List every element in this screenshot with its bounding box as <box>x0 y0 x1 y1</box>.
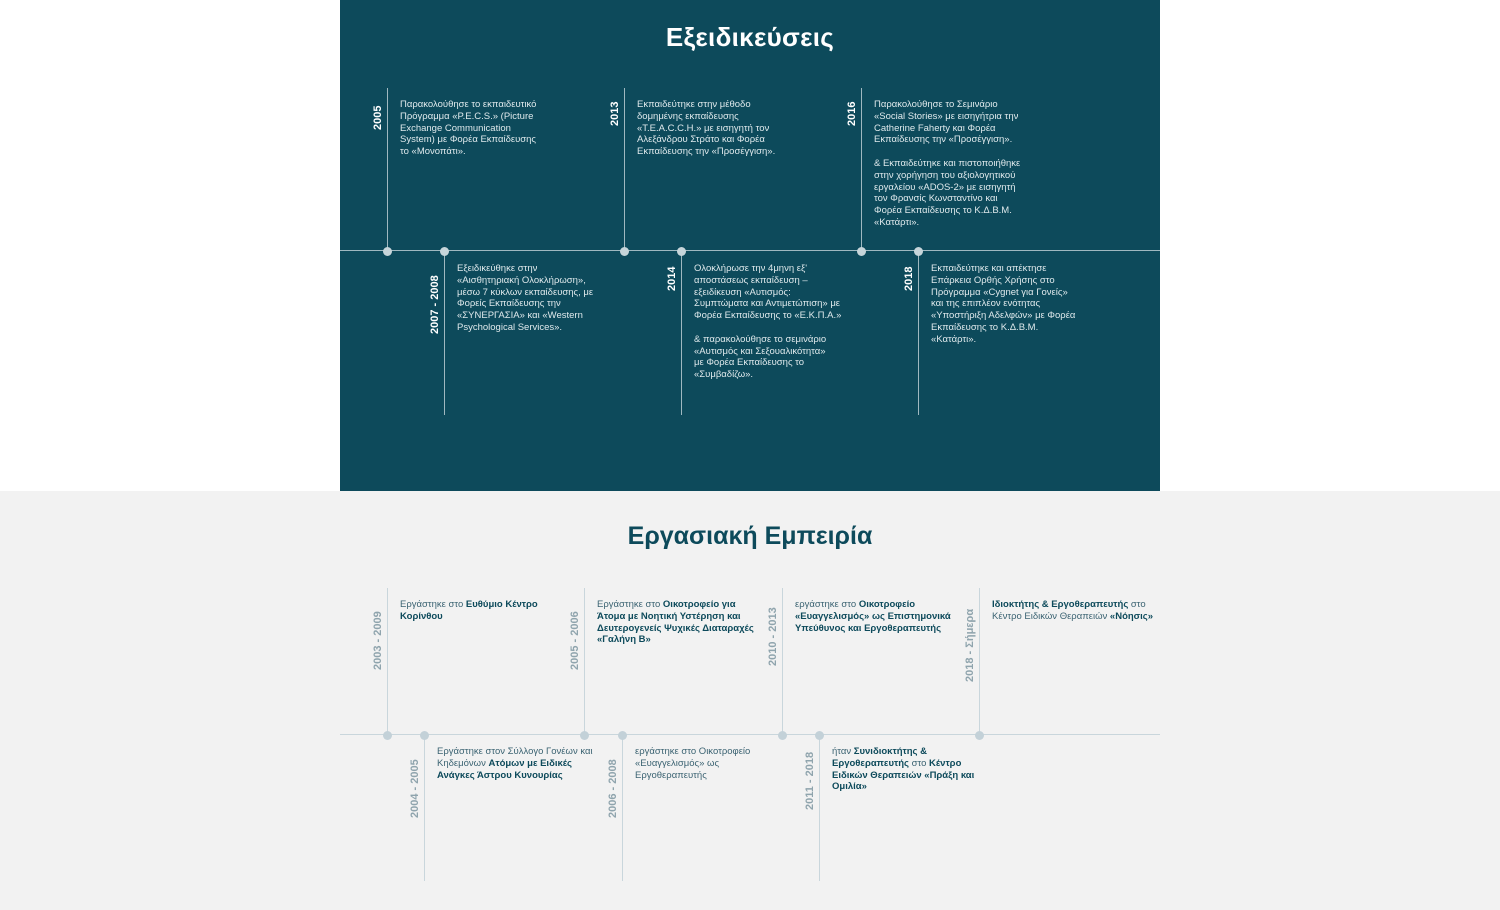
specializations-title: Εξειδικεύσεις <box>665 22 835 52</box>
work-entry-text-bold: Ευθύμιο Κέντρο Κορίνθου <box>400 599 538 622</box>
timeline-dot <box>857 247 866 256</box>
timeline-year: 2018 - Σήμερα <box>964 608 976 682</box>
timeline-year: 2010 - 2013 <box>767 607 779 666</box>
timeline-year: 2003 - 2009 <box>372 611 384 670</box>
timeline-year: 2014 <box>666 266 678 291</box>
work-entry-text <box>992 599 1157 623</box>
work-entry-text-bold: Ιδιοκτήτης & Εργοθεραπευτής <box>992 599 1129 610</box>
work-entry-text-regular: στο Κέντρο Ειδικών Θεραπειών <box>992 599 1146 622</box>
work-entry-text-bold: Ατόμων με Ειδικές Ανάγκες Άστρου Κυνουρίας <box>437 757 572 781</box>
timeline-connector <box>584 588 585 734</box>
work-entry-text-bold: Κέντρο Ειδικών Θεραπειών «Πράξη και Ομιλία» <box>832 757 975 793</box>
timeline-dot <box>815 731 824 740</box>
work-entry-text-regular: εργάστηκε στο <box>795 599 859 610</box>
work-entry-text-regular: ήταν <box>832 746 854 757</box>
timeline-year: 2011 - 2018 <box>804 751 816 810</box>
timeline-dot <box>383 247 392 256</box>
timeline-connector <box>624 88 625 250</box>
timeline-dot <box>440 247 449 256</box>
timeline-year: 2005 <box>372 105 384 130</box>
timeline-connector <box>782 588 783 734</box>
work-entry-text-regular: εργάστηκε στο Οικοτροφείο «Ευαγγελισμός» ως Εργοθεραπευτής <box>635 746 751 781</box>
timeline-year: 2018 <box>903 266 915 291</box>
timeline-year: 2004 - 2005 <box>409 759 421 818</box>
work-experience-title: Εργασιακή Εμπειρία <box>627 522 873 550</box>
timeline-dot <box>620 247 629 256</box>
timeline-connector <box>387 88 388 250</box>
timeline-dot <box>778 731 787 740</box>
work-experience-section <box>0 491 1500 910</box>
timeline-dot <box>618 731 627 740</box>
timeline-entry-text: Εκπαιδεύτηκε στην μέθοδο δομημένης εκπαίδευσης «T.E.A.C.C.H.» με εισηγητή τον Αλεξάνδρου Στράτο και Φορέα Εκπαίδευσης την «Προσέγγιση». <box>637 99 776 158</box>
timeline-connector <box>918 251 919 415</box>
timeline-dot <box>914 247 923 256</box>
work-entry-text-regular: Εργάστηκε στον Σύλλογο Γονέων και Κηδεμόνων <box>437 746 593 769</box>
work-entry-text-regular: Εργάστηκε στο <box>597 599 663 610</box>
timeline-connector <box>424 735 425 881</box>
work-entry-text <box>437 746 597 781</box>
timeline-dot <box>383 731 392 740</box>
specializations-section <box>340 0 1160 491</box>
timeline-entry-text: Ολοκλήρωσε την 4μηνη εξ' αποστάσεως εκπαίδευση – εξειδίκευση «Αυτισμός: Συμπτώματα και Αντιμετώπιση» με Φορέα Εκπαίδευσης το «Ε.Κ.Π.Α.» & παρακολούθησε το σεμινάριο «Αυτισμός και Σεξουαλικότητα» με Φορέα Εκπαίδευσης το «Συμβαδίζω». <box>694 263 842 381</box>
timeline-connector <box>819 735 820 881</box>
specializations-timeline-axis <box>340 250 1160 251</box>
work-entry-text-bold: «Νόησις» <box>1109 610 1154 622</box>
timeline-entry-text: Παρακολούθησε το Σεμινάριο «Social Stories» με εισηγήτρια την Catherine Faherty και Φορέα Εκπαίδευσης την «Προσέγγιση». & Εκπαιδεύτηκε και πιστοποιήθηκε στην χορήγηση του αξιολογητικού εργαλείου «ADOS-2» με εισηγητή τον Φρανσίς Κωνσταντίνο και Φορέα Εκπαίδευσης το Κ.Δ.Β.Μ. «Κατάρτι». <box>874 99 1021 228</box>
work-entry-text <box>400 599 560 623</box>
timeline-entry-text: Εξειδικεύθηκε στην «Αισθητηριακή Ολοκλήρωση», μέσω 7 κύκλων εκπαίδευσης, με Φορείς Εκπαίδευσης την «ΣΥΝΕΡΓΑΣΙΑ» και «Western Psychological Services». <box>457 263 594 333</box>
work-entry-text <box>597 599 757 646</box>
timeline-connector <box>861 88 862 250</box>
work-timeline-axis <box>340 734 1160 735</box>
timeline-year: 2016 <box>846 101 858 126</box>
timeline-year: 2005 - 2006 <box>569 611 581 670</box>
timeline-connector <box>444 251 445 415</box>
timeline-dot <box>975 731 984 740</box>
timeline-dot <box>420 731 429 740</box>
timeline-year: 2006 - 2008 <box>607 759 619 818</box>
timeline-year: 2013 <box>609 101 621 126</box>
timeline-entry-text: Παρακολούθησε το εκπαιδευτικό Πρόγραμμα «P.E.C.S.» (Picture Exchange Communication System) με Φορέα Εκπαίδευσης το «Μονοπάτι». <box>400 99 537 158</box>
timeline-connector <box>387 588 388 734</box>
work-entry-text <box>635 746 775 781</box>
work-entry-text-regular: στο <box>908 757 930 769</box>
work-entry-text-bold: Οικοτροφείο «Ευαγγελισμός» ως Επιστημονικά Υπεύθυνος και Εργοθεραπευτής <box>795 599 951 634</box>
work-entry-text-regular: Εργάστηκε στο <box>400 599 466 610</box>
timeline-entry-text: Εκπαιδεύτηκε και απέκτησε Επάρκεια Ορθής Χρήσης στο Πρόγραμμα «Cygnet για Γονείς» και της επιπλέον ενότητας «Υποστήριξη Αδελφών» με Φορέα Εκπαίδευσης το Κ.Δ.Β.Μ. «Κατάρτι». <box>931 263 1076 345</box>
timeline-connector <box>979 588 980 734</box>
work-entry-text-bold: Οικοτροφείο για Άτομα με Νοητική Υστέρηση και Δευτερογενείς Ψυχικές Διαταραχές «Γαλήνη Β» <box>597 599 754 646</box>
timeline-connector <box>622 735 623 881</box>
work-entry-text <box>832 746 982 793</box>
timeline-dot <box>580 731 589 740</box>
work-entry-text <box>795 599 960 634</box>
work-entry-text-bold: Συνιδιοκτήτης & Εργοθεραπευτής <box>832 746 927 769</box>
timeline-dot <box>677 247 686 256</box>
timeline-connector <box>681 251 682 415</box>
timeline-year: 2007 - 2008 <box>429 275 441 334</box>
